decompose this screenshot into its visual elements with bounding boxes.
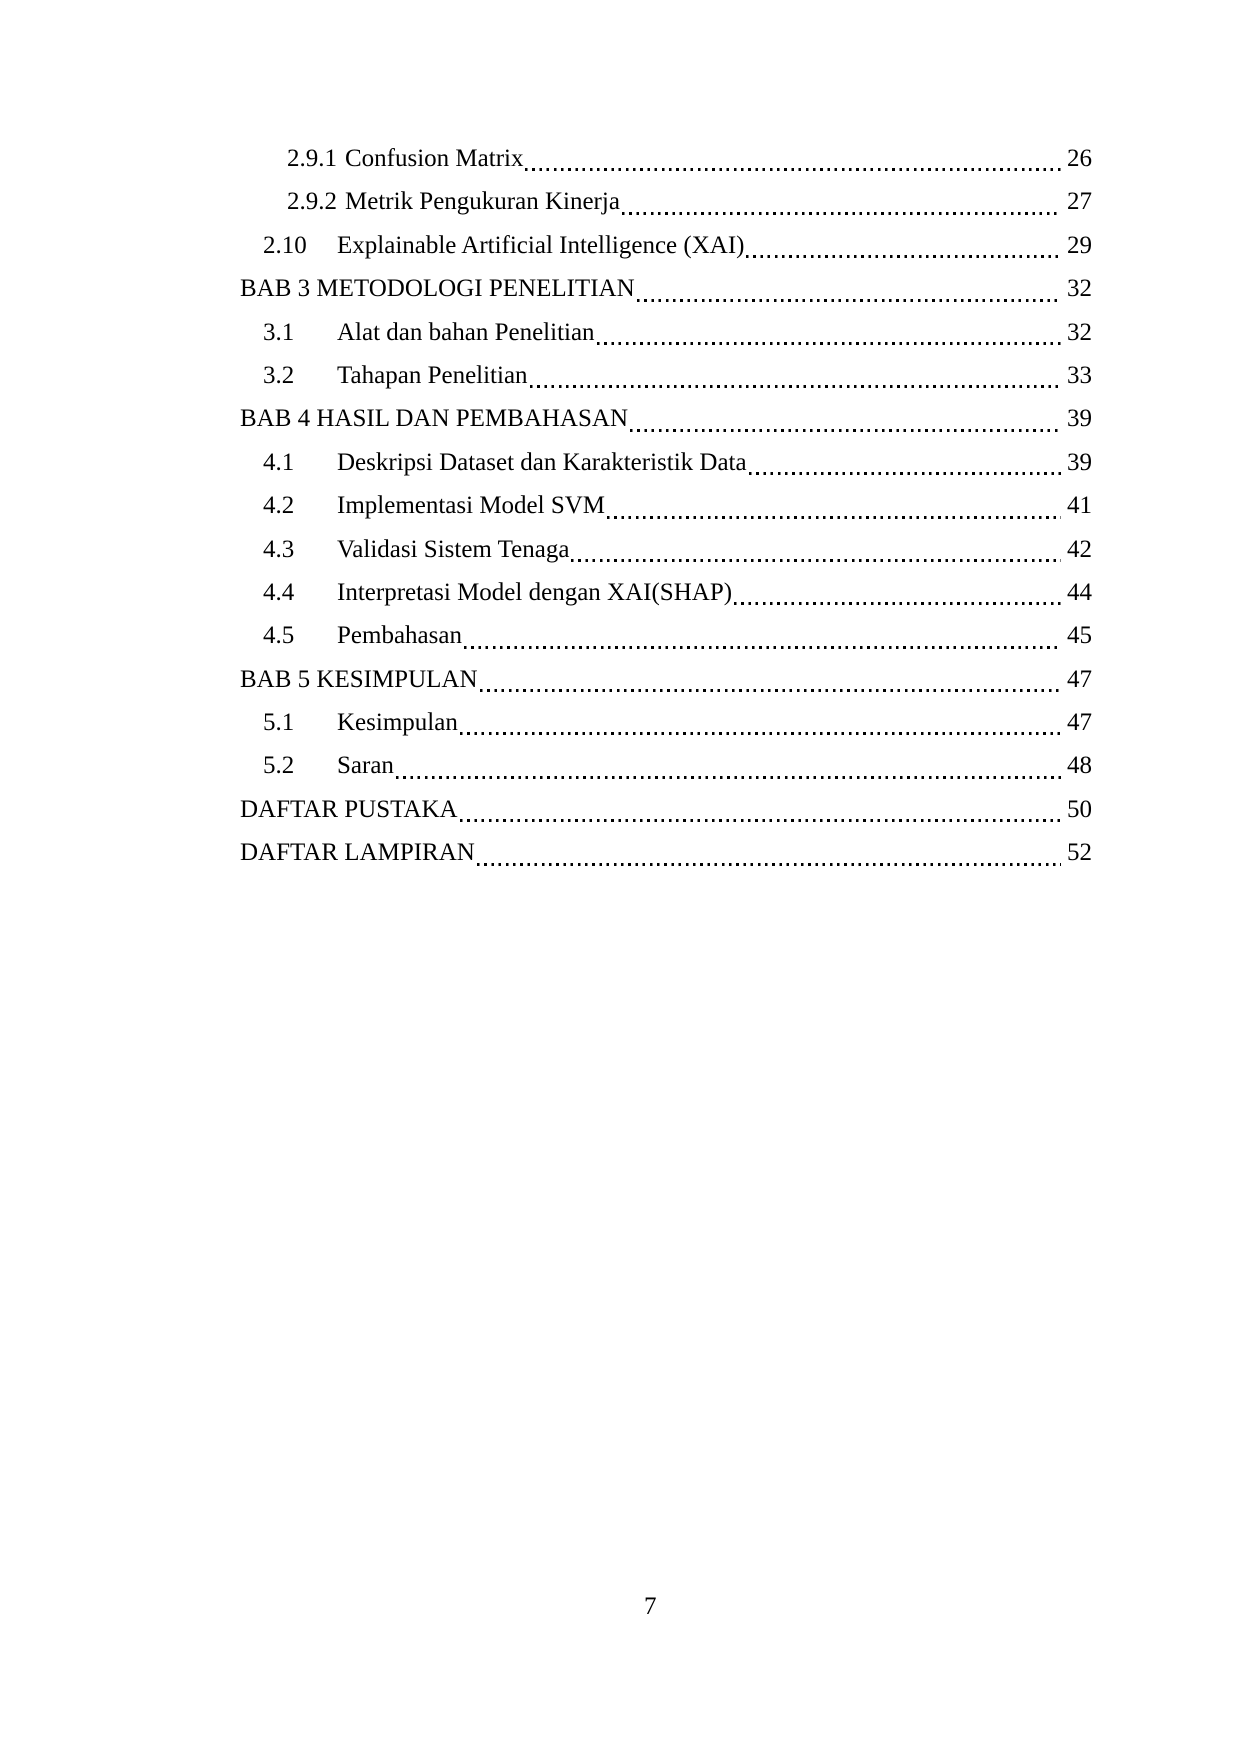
toc-entry-page: 45 — [1067, 622, 1092, 650]
toc-entry-title: Alat dan bahan Penelitian — [337, 318, 595, 346]
toc-entry-title: BAB 3 METODOLOGI PENELITIAN — [240, 275, 635, 303]
toc-entry-number: 5.2 — [263, 752, 295, 780]
dot-leader — [622, 212, 1061, 215]
toc-list — [240, 137, 1092, 875]
toc-entry[interactable] — [240, 614, 1092, 657]
toc-entry-title: Pembahasan — [337, 622, 462, 650]
toc-entry[interactable] — [240, 658, 1092, 701]
dot-leader — [396, 776, 1061, 779]
toc-entry-number: 5.1 — [263, 709, 295, 737]
toc-entry[interactable] — [240, 571, 1092, 614]
toc-entry-number: 2.9.2 — [287, 188, 337, 216]
toc-entry[interactable] — [240, 311, 1092, 354]
toc-entry-page: 47 — [1067, 709, 1092, 737]
toc-entry-page: 42 — [1067, 535, 1092, 563]
toc-entry-page: 52 — [1067, 839, 1092, 867]
toc-entry-page: 27 — [1067, 188, 1092, 216]
toc-entry-page: 47 — [1067, 665, 1092, 693]
toc-entry-number: 3.2 — [263, 361, 295, 389]
toc-entry[interactable] — [240, 788, 1092, 831]
toc-entry[interactable] — [240, 484, 1092, 527]
toc-entry[interactable] — [240, 354, 1092, 397]
toc-entry-page: 39 — [1067, 405, 1092, 433]
toc-entry-page: 50 — [1067, 795, 1092, 823]
toc-entry-title: Deskripsi Dataset dan Karakteristik Data — [337, 448, 747, 476]
dot-leader — [525, 168, 1061, 171]
toc-entry[interactable] — [240, 528, 1092, 571]
toc-entry-page: 39 — [1067, 448, 1092, 476]
dot-leader — [571, 559, 1061, 562]
dot-leader — [630, 429, 1061, 432]
toc-entry-title: Implementasi Model SVM — [337, 492, 606, 520]
toc-entry-number: 4.4 — [263, 578, 295, 606]
dot-leader — [460, 732, 1061, 735]
toc-entry-page: 29 — [1067, 231, 1092, 259]
toc-entry-title: Interpretasi Model dengan XAI(SHAP) — [337, 578, 733, 606]
toc-entry-title: Saran — [337, 752, 394, 780]
dot-leader — [530, 385, 1061, 388]
toc-entry-title: Tahapan Penelitian — [337, 361, 528, 389]
toc-entry-number: 3.1 — [263, 318, 295, 346]
toc-entry-page: 32 — [1067, 318, 1092, 346]
toc-entry[interactable] — [240, 701, 1092, 744]
dot-leader — [607, 516, 1061, 519]
toc-entry[interactable] — [240, 744, 1092, 787]
toc-entry-page: 33 — [1067, 361, 1092, 389]
toc-entry-number: 2.10 — [263, 231, 307, 259]
dot-leader — [597, 342, 1061, 345]
toc-entry[interactable] — [240, 180, 1092, 223]
toc-entry-number: 2.9.1 — [287, 145, 337, 172]
toc-entry[interactable] — [240, 267, 1092, 310]
toc-entry-title: Metrik Pengukuran Kinerja — [345, 188, 620, 216]
toc-entry-title: DAFTAR PUSTAKA — [240, 795, 458, 823]
toc-entry[interactable] — [240, 224, 1092, 267]
toc-entry-number: 4.2 — [263, 492, 295, 520]
toc-entry-title: Confusion Matrix — [345, 145, 524, 172]
toc-entry-title: DAFTAR LAMPIRAN — [240, 839, 475, 867]
toc-entry-number: 4.3 — [263, 535, 295, 563]
toc-entry-page: 26 — [1067, 145, 1092, 172]
dot-leader — [734, 602, 1061, 605]
toc-entry-page: 32 — [1067, 275, 1092, 303]
page-number-footer: 7 — [644, 1593, 657, 1620]
dot-leader — [746, 255, 1061, 258]
toc-entry[interactable] — [240, 441, 1092, 484]
toc-entry-title: Validasi Sistem Tenaga — [337, 535, 570, 563]
toc-entry[interactable] — [240, 397, 1092, 440]
toc-entry-title: Explainable Artificial Intelligence (XAI) — [337, 231, 745, 259]
dot-leader — [460, 819, 1061, 822]
dot-leader — [637, 299, 1061, 302]
toc-entry-page: 48 — [1067, 752, 1092, 780]
toc-entry[interactable] — [240, 831, 1092, 874]
dot-leader — [480, 689, 1061, 692]
toc-entry-page: 44 — [1067, 578, 1092, 606]
toc-entry-title: BAB 5 KESIMPULAN — [240, 665, 478, 693]
toc-entry-number: 4.1 — [263, 448, 295, 476]
toc-entry[interactable] — [240, 137, 1092, 180]
dot-leader — [477, 863, 1061, 866]
dot-leader — [749, 472, 1061, 475]
toc-entry-number: 4.5 — [263, 622, 295, 650]
toc-entry-title: Kesimpulan — [337, 709, 458, 737]
toc-entry-page: 41 — [1067, 492, 1092, 520]
toc-entry-title: BAB 4 HASIL DAN PEMBAHASAN — [240, 405, 629, 433]
dot-leader — [464, 646, 1061, 649]
